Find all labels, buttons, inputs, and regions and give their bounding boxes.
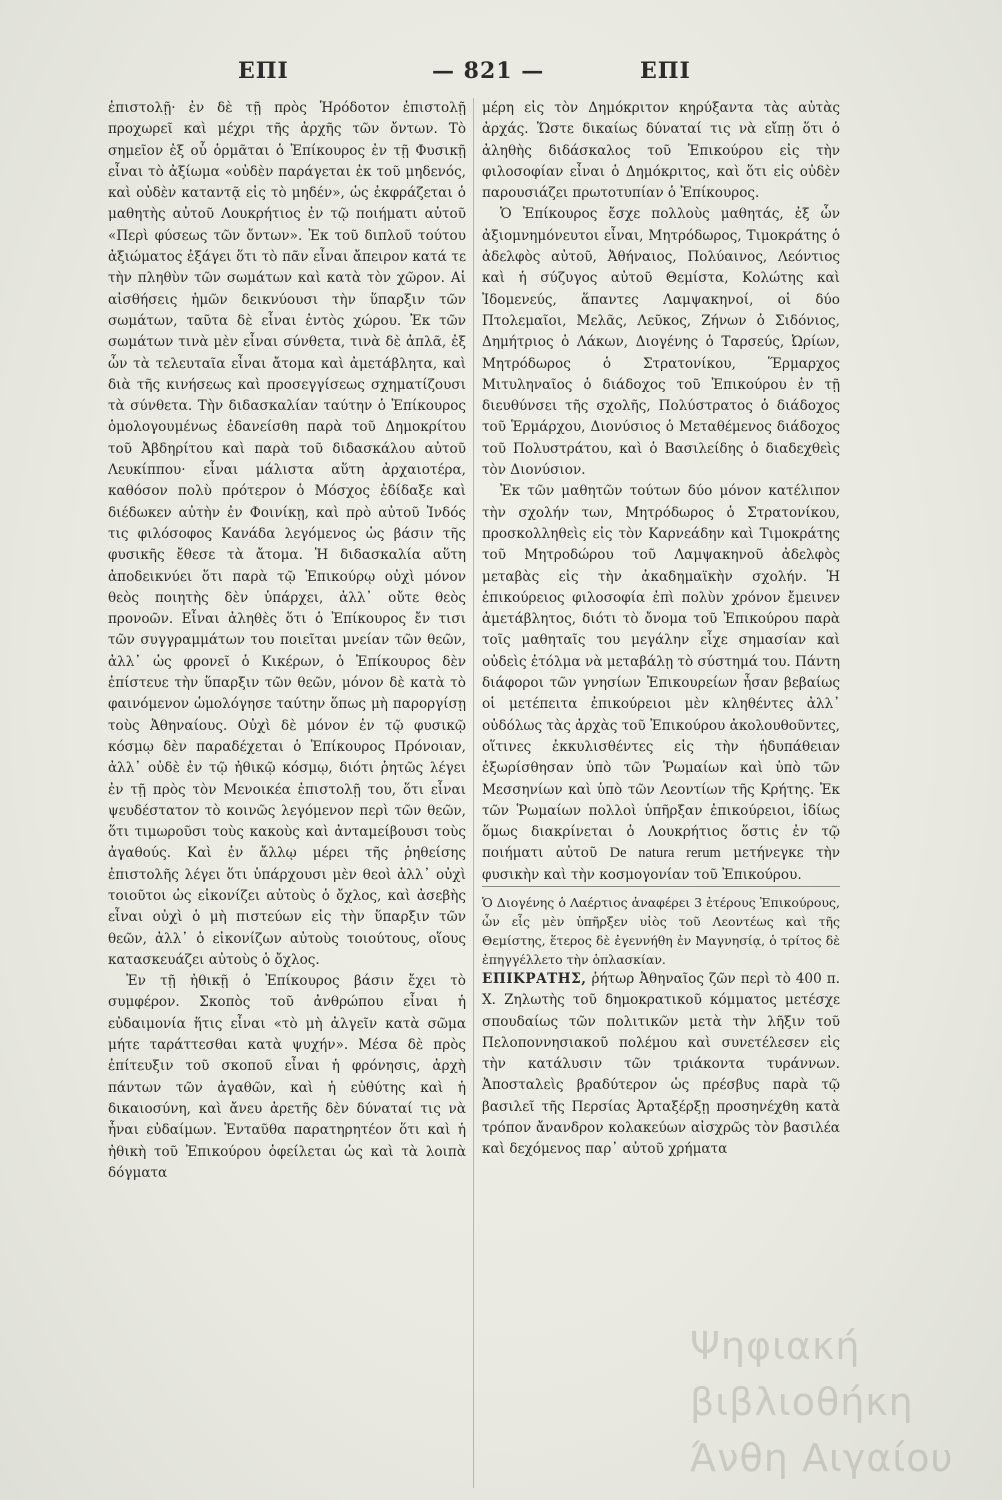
- latin-title: De natura rerum: [609, 845, 721, 862]
- paragraph-ethics: Ἐν τῇ ἠθικῇ ὁ Ἐπίκουρος βάσιν ἔχει τὸ συμφέρον. Σκοπὸς τοῦ ἀνθρώπου εἶναι ἡ εὐδαιμονία ἥτις εἶναι «τὸ μὴ ἀλγεῖν κατὰ σῶμα μήτε ταράττεσθαι κατὰ ψυχήν». Μέσα δὲ πρὸς ἐπίτευξιν τοῦ σκοποῦ εἶναι ἡ φρόνησις, ἀρχὴ πάντων τῶν ἀγαθῶν, καὶ ἡ εὐθύτης καὶ ἡ δικαιοσύνη, καὶ ἄνευ ἀρετῆς δὲν δύναταί τις νὰ ἦναι εὐδαίμων. Ἐνταῦθα παρατηρητέον ὅτι καὶ ἡ ἠθικὴ τοῦ Ἐπικούρου ὀφείλεται ὡς καὶ τὰ λοιπὰ δόγματα: [108, 973, 466, 1181]
- school-text: Ἐκ τῶν μαθητῶν τούτων δύο μόνον κατέλιπον τὴν σχολήν των, Μητρόδωρος ὁ Στρατονίκου, προσκολληθεὶς εἰς τὸν Καρνεάδην καὶ Τιμοκράτης τοῦ Μητροδώρου τοῦ Λαμψακηνοῦ ἀδελφὸς μεταβὰς εἰς τὴν ἀκαδημαϊκὴν σχολήν. Ἡ ἐπικούρειος φιλοσοφία ἐπὶ πολὺν χρόνον ἔμεινεν ἀμετάβλητος, διότι τὸ ὄνομα τοῦ Ἐπικούρου παρὰ τοῖς μαθηταῖς του μεγάλην εἶχε σημασίαν καὶ οὐδεὶς ἐτόλμα νὰ μεταβάλῃ τὸ σύστημά του. Πάντη διάφοροι τῶν γνησίων Ἐπικουρείων ἦσαν βεβαίως οἱ μετέπειτα ἐπικούρειοι μὲν κληθέντες ἀλλ᾽ οὐδόλως τὰς ἀρχὰς τοῦ Ἐπικούρου ἀκολουθοῦντες, οἵτινες ἐκκυλισθέντες εἰς τὴν ἡδυπάθειαν ἐξωρίσθησαν ὑπὸ τῶν Ῥωμαίων καὶ ὑπὸ τῶν Μεσσηνίων καὶ ὑπὸ τῶν Λεοντίων τῆς Κρήτης. Ἐκ τῶν Ῥωμαίων πολλοὶ ὑπῆρξαν ἐπικούρειοι, ἰδίως ὅμως διακρίνεται ὁ Λουκρήτιος ὅστις ἐν τῷ ποιήματι αὐτοῦ: [482, 483, 840, 862]
- running-head-left: ΕΠΙ: [238, 58, 289, 84]
- page-header: [0, 58, 1002, 94]
- left-column: [108, 98, 466, 1483]
- paragraph-disciples: Ὁ Ἐπίκουρος ἔσχε πολλοὺς μαθητάς, ἐξ ὧν ἀξιομνημόνευτοι εἶναι, Μητρόδωρος, Τιμοκράτης ὁ ἀδελφὸς αὐτοῦ, Ἀθήναιος, Πολύαινος, Λεόντιος καὶ ἡ σύζυγος αὐτοῦ Θεμίστα, Κολώτης καὶ Ἰδομενεύς, ἅπαντες Λαμψακηνοί, οἱ δύο Πτολεμαῖοι, Μελᾶς, Λεῦκος, Ζήνων ὁ Σιδόνιος, Δημήτριος ὁ Λάκων, Διογένης ὁ Ταρσεύς, Ὠρίων, Μητρόδωρος ὁ Στρατονίκου, Ἕρμαρχος Μιτυληναῖος ὁ διάδοχος τοῦ Ἐπικούρου ἐν τῇ διευθύνσει τῆς σχολῆς, Πολύστρατος ὁ διάδοχος τοῦ Ἑρμάρχου, Διονύσιος ὁ Μεταθέμενος διάδοχος τοῦ Πολυστράτου, καὶ ὁ Βασιλείδης ὁ διαδεχθεὶς τὸν Διονύσιον.: [482, 206, 840, 479]
- school-text-end: μετήνεγκε τὴν φυσικὴν καὶ τὴν κοσμογονίαν τοῦ Ἐπικούρου.: [482, 845, 840, 883]
- entry-epikrates: [482, 969, 840, 1161]
- column-divider: [473, 98, 474, 1488]
- right-column: [482, 98, 840, 1483]
- footnote: Ὁ Διογένης ὁ Λαέρτιος ἀναφέρει 3 ἑτέρους Ἐπικούρους, ὧν εἷς μὲν ὑπῆρξεν υἱὸς τοῦ Λεοντέως καὶ τῆς Θεμίστης, ἕτερος δὲ ἐγεννήθη ἐν Μαγνησίᾳ, ὁ τρίτος δὲ ἐπηγγέλλετο τὴν ὁπλασκίαν.: [482, 886, 840, 969]
- paragraph-physics: ἐπιστολῇ· ἐν δὲ τῇ πρὸς Ἡρόδοτον ἐπιστολῇ προχωρεῖ καὶ μέχρι τῆς ἀρχῆς τῶν ὄντων. Τὸ σημεῖον ἐξ οὗ ὁρμᾶται ὁ Ἐπίκουρος ἐν τῇ Φυσικῇ εἶναι τὸ ἀξίωμα «οὐδὲν παράγεται ἐκ τοῦ μηδενός, καὶ οὐδὲν καταντᾷ εἰς τὸ μηδέν», ὡς ἐκφράζεται ὁ μαθητὴς αὐτοῦ Λουκρήτιος ἐν τῷ ποιήματι αὐτοῦ «Περὶ φύσεως τῶν ὄντων». Ἐκ τοῦ διπλοῦ τούτου ἀξιώματος ἐξάγει ὅτι τὸ πᾶν εἶναι ἄπειρον κατά τε τὴν πληθὺν τῶν σωμάτων καὶ κατὰ τὸν χῶρον. Αἱ αἰσθήσεις ἡμῶν δεικνύουσι τὴν ὕπαρξιν τῶν σωμάτων, ταῦτα δὲ εἶναι ἐντὸς χώρου. Ἐκ τῶν σωμάτων τινὰ μὲν εἶναι σύνθετα, τινὰ δὲ ἁπλᾶ, ἐξ ὧν τὰ τελευταῖα εἶναι ἄτομα καὶ ἀμετάβλητα, καὶ διὰ τῆς κινήσεως καὶ προσεγγίσεως σχηματίζουσι τὰ σύνθετα. Τὴν διδασκαλίαν ταύτην ὁ Ἐπίκουρος ὁμολογουμένως ἐδανείσθη παρὰ τοῦ Δημοκρίτου τοῦ Ἀβδηρίτου καὶ παρὰ τοῦ διδασκάλου αὐτοῦ Λευκίππου· εἶναι μάλιστα αὕτη ἀρχαιοτέρα, καθόσον πολὺ πρότερον ὁ Μόσχος ἐδίδαξε καὶ διέδωκεν αὐτὴν ἐν Φοινίκῃ, καὶ πρὸ αὐτοῦ Ἰνδός τις φιλόσοφος Κανάδα λεγόμενος ὡς βάσιν τῆς φυσικῆς ἔθεσε τὰ ἄτομα. Ἡ διδασκαλία αὕτη ἀποδεικνύει ὅτι παρὰ τῷ Ἐπικούρῳ οὐχὶ μόνον θεὸς ποιητὴς δὲν ὑπάρχει, ἀλλ᾽ οὔτε θεὸς προνοῶν. Εἶναι ἀληθὲς ὅτι ὁ Ἐπίκουρος ἔν τισι τῶν συγγραμμάτων του ποιεῖται μνείαν τῶν θεῶν, ἀλλ᾽ ὡς φρονεῖ ὁ Κικέρων, ὁ Ἐπίκουρος δὲν ἐπίστευε τὴν ὕπαρξιν τῶν θεῶν, μόνον δὲ κατὰ τὸ φαινόμενον ὡμολόγησε ταύτην ὅπως μὴ παροργίσῃ τοὺς Ἀθηναίους. Οὐχὶ δὲ μόνον ἐν τῷ φυσικῷ κόσμῳ δὲν παραδέχεται ὁ Ἐπίκουρος Πρόνοιαν, ἀλλ᾽ οὐδὲ ἐν τῷ ἠθικῷ κόσμῳ, διότι ῥητῶς λέγει ἐν τῇ πρὸς τὸν Μενοικέα ἐπιστολῇ του, ὅτι εἶναι ψευδέστατον τὸ κοινῶς λεγόμενον περὶ τῶν θεῶν, ὅτι τιμωροῦσι τοὺς κακοὺς καὶ ἀνταμείβουσι τοὺς ἀγαθούς. Καὶ ἐν ἄλλῳ μέρει τῆς ῥηθείσης ἐπιστολῆς λέγει ὅτι ὑπάρχουσι μὲν θεοὶ ἀλλ᾽ οὐχὶ τοιοῦτοι ὡς εἰκονίζει αὐτοὺς ὁ ὄχλος, καὶ ἀσεβὴς εἶναι οὐχὶ ὁ μὴ πιστεύων εἰς τὴν ὕπαρξιν τῶν θεῶν, ἀλλ᾽ ὁ εἰκονίζων αὐτοὺς τοιούτους, οἵους κατασκευάζει αὐτοὺς ὁ ὄχλος.: [108, 100, 466, 968]
- watermark: Ψηφιακή βιβλιοθήκη Άνθη Αιγαίου: [690, 1324, 954, 1480]
- entry-body: ῥήτωρ Ἀθηναῖος ζῶν περὶ τὸ 400 π. Χ. Ζηλωτὴς τοῦ δημοκρατικοῦ κόμματος μετέσχε σπουδαίως τῶν πολιτικῶν μετὰ τὴν λῆξιν τοῦ Πελοποννησιακοῦ πολέμου καὶ συνετέλεσεν εἰς τὴν κατάλυσιν τῶν τριάκοντα τυράννων. Ἀποσταλεὶς βραδύτερον ὡς πρέσβυς παρὰ τῷ βασιλεῖ τῆς Περσίας Ἀρταξέρξῃ προσηνέχθη κατὰ τρόπον ἄνανδρον κολακεύων αἰσχρῶς τὸν βασιλέα καὶ δεχόμενος παρ᾽ αὐτοῦ χρήματα: [482, 970, 840, 1158]
- entry-headword: ΕΠΙΚΡΑΤΗΣ,: [482, 970, 587, 987]
- paragraph-democritus: μέρη εἰς τὸν Δημόκριτον κηρύξαντα τὰς αὐτὰς ἀρχάς. Ὥστε δικαίως δύναταί τις νὰ εἴπῃ ὅτι ὁ ἀληθὴς διδάσκαλος τοῦ Ἐπικούρου εἰς τὴν φιλοσοφίαν εἶναι ὁ Δημόκριτος, καὶ ὅτι εἰς οὐδὲν παρουσιάζει πρωτοτυπίαν ὁ Ἐπίκουρος.: [482, 100, 840, 202]
- paragraph-school: [482, 481, 840, 886]
- running-head-right: ΕΠΙ: [640, 58, 691, 84]
- page-number: — 821 —: [432, 58, 545, 84]
